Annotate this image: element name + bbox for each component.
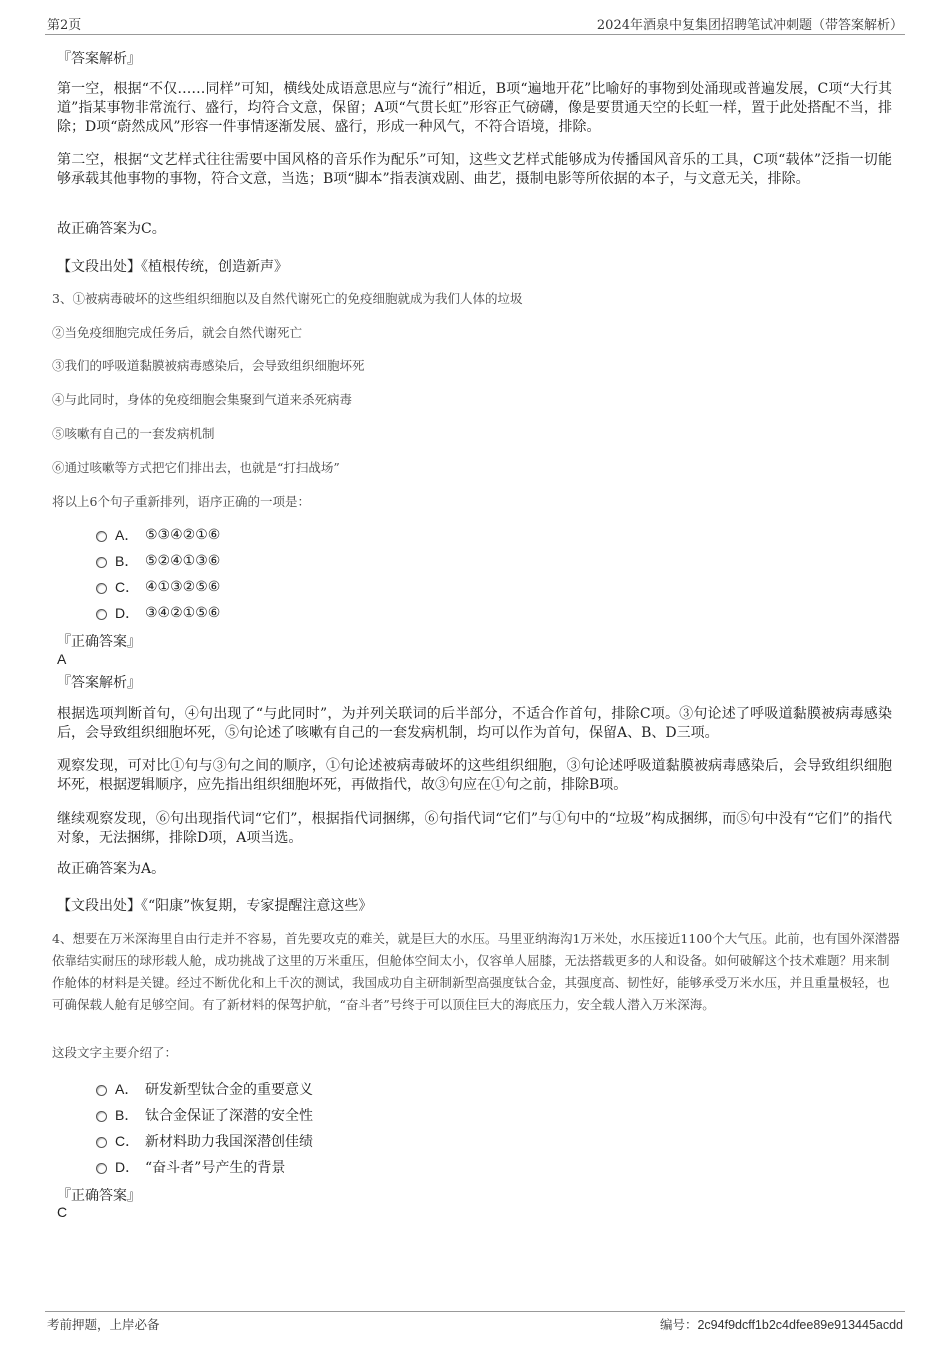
option-b[interactable] <box>96 1105 313 1125</box>
option-text: 钛合金保证了深潜的安全性 <box>145 1108 313 1124</box>
analysis-paragraph: 根据选项判断首句，④句出现了“与此同时”，为并列关联词的后半部分，不适合作首句，排除C项。③句论述了呼吸道黏膜被病毒感染后，会导致组织细胞坏死，⑤句论述了咳嗽有自己的一套发病机制，均可以作为首句，保留A、B、D三项。 <box>57 706 892 741</box>
code-label: 编号： <box>659 1317 698 1332</box>
option-text: 新材料助力我国深潜创佳绩 <box>145 1134 313 1150</box>
question-stem-line: ⑥通过咳嗽等方式把它们排出去，也就是“打扫战场” <box>52 460 340 475</box>
option-b[interactable] <box>96 551 220 571</box>
option-key: A． <box>115 1081 139 1097</box>
footer-slogan: 考前押题，上岸必备 <box>47 1317 160 1332</box>
radio-icon[interactable] <box>96 1137 107 1148</box>
source-citation: 【文段出处】《植根传统，创造新声》 <box>57 259 288 275</box>
radio-icon[interactable] <box>96 531 107 542</box>
correct-answer-label: 『正确答案』 <box>57 1188 141 1204</box>
radio-icon[interactable] <box>96 609 107 620</box>
question-stem-line: ⑤咳嗽有自己的一套发病机制 <box>52 426 215 441</box>
analysis-conclusion: 故正确答案为C。 <box>57 221 166 237</box>
analysis-paragraph: 第一空，根据“不仅……同样”可知，横线处成语意思应与“流行”相近，B项“遍地开花”比喻好的事物到处涌现或普遍发展，C项“大行其道”指某事物非常流行、盛行，均符合文意，保留；A项“气贯长虹”形容正气磅礴，像是要贯通天空的长虹一样，置于此处搭配不当，排除；D项“蔚然成风”形容一件事情逐渐发展、盛行，形成一种风气，不符合语境，排除。 <box>57 81 892 135</box>
option-d[interactable] <box>96 1157 285 1177</box>
option-key: B． <box>115 1107 139 1123</box>
code-value: 2c94f9dcff1b2c4dfee89e913445acdd <box>697 1318 903 1332</box>
option-text: ⑤②④①③⑥ <box>145 553 221 569</box>
option-key: D． <box>115 605 140 621</box>
correct-answer: C <box>57 1204 68 1220</box>
question-stem: 4、想要在万米深海里自由行走并不容易，首先要攻克的难关，就是巨大的水压。马里亚纳海沟1万米处，水压接近1100个大气压。此前，也有国外深潜器依靠结实耐压的球形载人舱，成功挑战了这里的万米重压，但舱体空间太小，仅容单人屈膝，无法搭载更多的人和设备。如何破解这个技术难题？用来制作舱体的材料是关键。经过不断优化和上千次的测试，我国成功自主研制新型高强度钛合金，其强度高、韧性好，能够承受万米水压，并且重量极轻，也可确保载人舱有足够空间。有了新材料的保驾护航，“奋斗者”号终于可以顶住巨大的海底压力，安全载人潜入万米深海。 <box>52 931 900 1012</box>
analysis-conclusion: 故正确答案为A。 <box>57 861 166 877</box>
option-text: “奋斗者”号产生的背景 <box>145 1160 286 1176</box>
option-key: C． <box>115 579 140 595</box>
correct-answer-label: 『正确答案』 <box>57 634 141 650</box>
option-key: B． <box>115 553 139 569</box>
option-c[interactable] <box>96 577 220 597</box>
option-text: ④①③②⑤⑥ <box>145 579 221 595</box>
option-key: D． <box>115 1159 140 1175</box>
option-text: ③④②①⑤⑥ <box>145 605 221 621</box>
radio-icon[interactable] <box>96 583 107 594</box>
option-text: 研发新型钛合金的重要意义 <box>145 1082 313 1098</box>
option-a[interactable] <box>96 525 220 545</box>
page-header <box>45 12 905 35</box>
option-d[interactable] <box>96 603 220 623</box>
page-number: 第2页 <box>47 18 82 33</box>
option-a[interactable] <box>96 1079 313 1099</box>
question-stem-line: 3、①被病毒破坏的这些组织细胞以及自然代谢死亡的免疫细胞就成为我们人体的垃圾 <box>52 291 523 306</box>
source-citation: 【文段出处】《“阳康”恢复期，专家提醒注意这些》 <box>57 898 373 914</box>
option-key: C． <box>115 1133 140 1149</box>
analysis-paragraph: 观察发现，可对比①句与③句之间的顺序，①句论述被病毒破坏的这些组织细胞，③句论述呼吸道黏膜被病毒感染后，会导致组织细胞坏死，根据逻辑顺序，应先指出组织细胞坏死，再做指代，故③句应在①句之前，排除B项。 <box>57 758 892 793</box>
question-prompt: 将以上6个句子重新排列，语序正确的一项是： <box>52 494 310 509</box>
analysis-label: 『答案解析』 <box>57 51 141 67</box>
analysis-label: 『答案解析』 <box>57 675 141 691</box>
correct-answer: A <box>57 651 67 667</box>
document-code <box>660 1315 903 1333</box>
question-prompt: 这段文字主要介绍了： <box>52 1045 178 1060</box>
page-footer <box>45 1311 905 1337</box>
question-stem-line: ③我们的呼吸道黏膜被病毒感染后，会导致组织细胞坏死 <box>52 358 365 373</box>
analysis-paragraph: 继续观察发现，⑥句出现指代词“它们”，根据指代词捆绑，⑥句指代词“它们”与①句中的“垃圾”构成捆绑，而⑤句中没有“它们”的指代对象，无法捆绑，排除D项，A项当选。 <box>57 811 892 846</box>
question-stem-line: ②当免疫细胞完成任务后，就会自然代谢死亡 <box>52 325 303 340</box>
document-title: 2024年酒泉中复集团招聘笔试冲刺题（带答案解析） <box>596 18 903 33</box>
radio-icon[interactable] <box>96 1111 107 1122</box>
radio-icon[interactable] <box>96 1163 107 1174</box>
option-c[interactable] <box>96 1131 313 1151</box>
radio-icon[interactable] <box>96 1085 107 1096</box>
option-key: A． <box>115 527 139 543</box>
option-text: ⑤③④②①⑥ <box>145 527 221 543</box>
analysis-paragraph: 第二空，根据“文艺样式往往需要中国风格的音乐作为配乐”可知，这些文艺样式能够成为传播国风音乐的工具，C项“载体”泛指一切能够承载其他事物的事物，符合文意，当选；B项“脚本”指表演戏剧、曲艺，摄制电影等所依据的本子，与文意无关，排除。 <box>57 152 892 187</box>
question-stem-line: ④与此同时，身体的免疫细胞会集聚到气道来杀死病毒 <box>52 392 353 407</box>
radio-icon[interactable] <box>96 557 107 568</box>
